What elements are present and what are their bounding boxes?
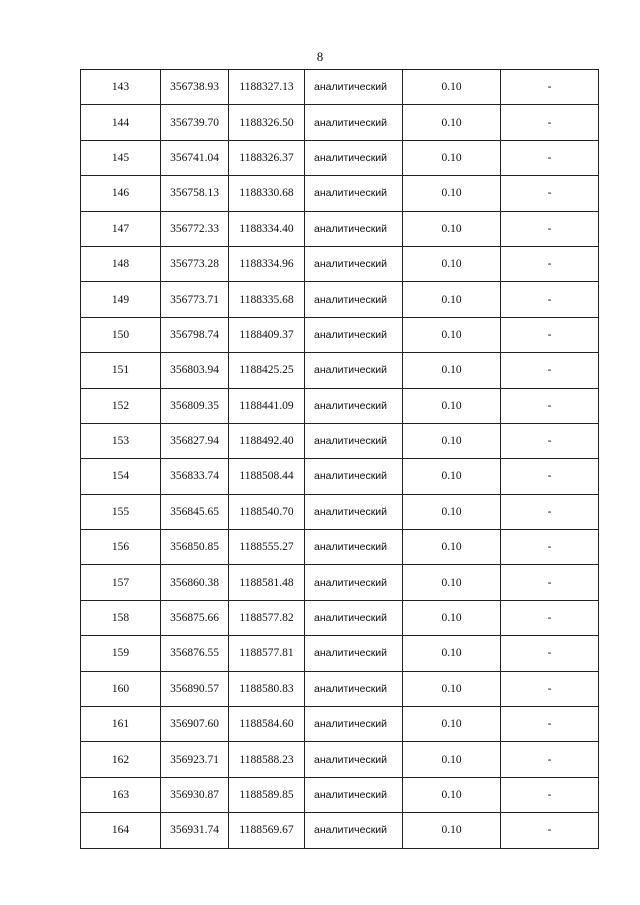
y-coordinate-cell: 1188581.48 xyxy=(229,565,305,600)
y-coordinate-cell: 1188409.37 xyxy=(229,317,305,352)
method-cell: аналитический xyxy=(305,530,403,565)
x-coordinate-cell: 356772.33 xyxy=(161,211,229,246)
note-cell: - xyxy=(501,707,599,742)
table-row xyxy=(81,70,599,105)
accuracy-cell: 0.10 xyxy=(403,423,501,458)
point-number-cell: 160 xyxy=(81,671,161,706)
x-coordinate-cell: 356827.94 xyxy=(161,423,229,458)
point-number-cell: 153 xyxy=(81,423,161,458)
x-coordinate-cell: 356923.71 xyxy=(161,742,229,777)
y-coordinate-cell: 1188335.68 xyxy=(229,282,305,317)
accuracy-cell: 0.10 xyxy=(403,777,501,812)
note-cell: - xyxy=(501,636,599,671)
method-cell: аналитический xyxy=(305,813,403,848)
method-cell: аналитический xyxy=(305,600,403,635)
x-coordinate-cell: 356798.74 xyxy=(161,317,229,352)
point-number-cell: 147 xyxy=(81,211,161,246)
y-coordinate-cell: 1188334.40 xyxy=(229,211,305,246)
point-number-cell: 154 xyxy=(81,459,161,494)
point-number-cell: 150 xyxy=(81,317,161,352)
y-coordinate-cell: 1188330.68 xyxy=(229,176,305,211)
method-cell: аналитический xyxy=(305,423,403,458)
table-row xyxy=(81,176,599,211)
x-coordinate-cell: 356890.57 xyxy=(161,671,229,706)
point-number-cell: 164 xyxy=(81,813,161,848)
coordinates-table-body xyxy=(81,70,599,849)
x-coordinate-cell: 356860.38 xyxy=(161,565,229,600)
y-coordinate-cell: 1188589.85 xyxy=(229,777,305,812)
method-cell: аналитический xyxy=(305,176,403,211)
x-coordinate-cell: 356845.65 xyxy=(161,494,229,529)
x-coordinate-cell: 356875.66 xyxy=(161,600,229,635)
table-row xyxy=(81,671,599,706)
y-coordinate-cell: 1188508.44 xyxy=(229,459,305,494)
table-row xyxy=(81,459,599,494)
page-number: 8 xyxy=(316,49,324,64)
accuracy-cell: 0.10 xyxy=(403,494,501,529)
point-number-cell: 163 xyxy=(81,777,161,812)
note-cell: - xyxy=(501,459,599,494)
x-coordinate-cell: 356809.35 xyxy=(161,388,229,423)
method-cell: аналитический xyxy=(305,317,403,352)
point-number-cell: 161 xyxy=(81,707,161,742)
accuracy-cell: 0.10 xyxy=(403,600,501,635)
y-coordinate-cell: 1188326.37 xyxy=(229,140,305,175)
method-cell: аналитический xyxy=(305,494,403,529)
y-coordinate-cell: 1188540.70 xyxy=(229,494,305,529)
table-row xyxy=(81,211,599,246)
point-number-cell: 152 xyxy=(81,388,161,423)
note-cell: - xyxy=(501,530,599,565)
accuracy-cell: 0.10 xyxy=(403,388,501,423)
accuracy-cell: 0.10 xyxy=(403,140,501,175)
y-coordinate-cell: 1188326.50 xyxy=(229,105,305,140)
accuracy-cell: 0.10 xyxy=(403,105,501,140)
point-number-cell: 145 xyxy=(81,140,161,175)
table-row xyxy=(81,565,599,600)
table-row xyxy=(81,282,599,317)
y-coordinate-cell: 1188555.27 xyxy=(229,530,305,565)
table-row xyxy=(81,353,599,388)
accuracy-cell: 0.10 xyxy=(403,636,501,671)
accuracy-cell: 0.10 xyxy=(403,353,501,388)
y-coordinate-cell: 1188580.83 xyxy=(229,671,305,706)
method-cell: аналитический xyxy=(305,459,403,494)
method-cell: аналитический xyxy=(305,353,403,388)
x-coordinate-cell: 356739.70 xyxy=(161,105,229,140)
table-row xyxy=(81,317,599,352)
point-number-cell: 157 xyxy=(81,565,161,600)
x-coordinate-cell: 356930.87 xyxy=(161,777,229,812)
coordinates-table xyxy=(80,69,599,849)
table-row xyxy=(81,742,599,777)
method-cell: аналитический xyxy=(305,742,403,777)
note-cell: - xyxy=(501,742,599,777)
y-coordinate-cell: 1188492.40 xyxy=(229,423,305,458)
method-cell: аналитический xyxy=(305,140,403,175)
table-row xyxy=(81,388,599,423)
point-number-cell: 158 xyxy=(81,600,161,635)
accuracy-cell: 0.10 xyxy=(403,707,501,742)
y-coordinate-cell: 1188577.82 xyxy=(229,600,305,635)
table-row xyxy=(81,423,599,458)
accuracy-cell: 0.10 xyxy=(403,813,501,848)
note-cell: - xyxy=(501,282,599,317)
point-number-cell: 146 xyxy=(81,176,161,211)
method-cell: аналитический xyxy=(305,707,403,742)
method-cell: аналитический xyxy=(305,565,403,600)
note-cell: - xyxy=(501,423,599,458)
accuracy-cell: 0.10 xyxy=(403,282,501,317)
y-coordinate-cell: 1188569.67 xyxy=(229,813,305,848)
y-coordinate-cell: 1188441.09 xyxy=(229,388,305,423)
note-cell: - xyxy=(501,70,599,105)
y-coordinate-cell: 1188425.25 xyxy=(229,353,305,388)
x-coordinate-cell: 356773.28 xyxy=(161,246,229,281)
note-cell: - xyxy=(501,176,599,211)
point-number-cell: 156 xyxy=(81,530,161,565)
point-number-cell: 144 xyxy=(81,105,161,140)
point-number-cell: 159 xyxy=(81,636,161,671)
table-row xyxy=(81,494,599,529)
note-cell: - xyxy=(501,317,599,352)
table-row xyxy=(81,105,599,140)
y-coordinate-cell: 1188588.23 xyxy=(229,742,305,777)
x-coordinate-cell: 356931.74 xyxy=(161,813,229,848)
point-number-cell: 151 xyxy=(81,353,161,388)
table-row xyxy=(81,707,599,742)
y-coordinate-cell: 1188584.60 xyxy=(229,707,305,742)
table-row xyxy=(81,246,599,281)
x-coordinate-cell: 356758.13 xyxy=(161,176,229,211)
table-row xyxy=(81,813,599,848)
point-number-cell: 162 xyxy=(81,742,161,777)
method-cell: аналитический xyxy=(305,105,403,140)
y-coordinate-cell: 1188327.13 xyxy=(229,70,305,105)
x-coordinate-cell: 356803.94 xyxy=(161,353,229,388)
method-cell: аналитический xyxy=(305,777,403,812)
method-cell: аналитический xyxy=(305,282,403,317)
y-coordinate-cell: 1188577.81 xyxy=(229,636,305,671)
note-cell: - xyxy=(501,211,599,246)
method-cell: аналитический xyxy=(305,211,403,246)
accuracy-cell: 0.10 xyxy=(403,246,501,281)
method-cell: аналитический xyxy=(305,246,403,281)
x-coordinate-cell: 356773.71 xyxy=(161,282,229,317)
note-cell: - xyxy=(501,105,599,140)
point-number-cell: 148 xyxy=(81,246,161,281)
note-cell: - xyxy=(501,600,599,635)
x-coordinate-cell: 356741.04 xyxy=(161,140,229,175)
accuracy-cell: 0.10 xyxy=(403,317,501,352)
note-cell: - xyxy=(501,777,599,812)
method-cell: аналитический xyxy=(305,388,403,423)
x-coordinate-cell: 356738.93 xyxy=(161,70,229,105)
x-coordinate-cell: 356850.85 xyxy=(161,530,229,565)
table-row xyxy=(81,600,599,635)
y-coordinate-cell: 1188334.96 xyxy=(229,246,305,281)
accuracy-cell: 0.10 xyxy=(403,742,501,777)
note-cell: - xyxy=(501,353,599,388)
note-cell: - xyxy=(501,565,599,600)
accuracy-cell: 0.10 xyxy=(403,671,501,706)
method-cell: аналитический xyxy=(305,70,403,105)
point-number-cell: 143 xyxy=(81,70,161,105)
table-row xyxy=(81,636,599,671)
point-number-cell: 155 xyxy=(81,494,161,529)
note-cell: - xyxy=(501,813,599,848)
note-cell: - xyxy=(501,494,599,529)
accuracy-cell: 0.10 xyxy=(403,530,501,565)
x-coordinate-cell: 356907.60 xyxy=(161,707,229,742)
table-row xyxy=(81,777,599,812)
note-cell: - xyxy=(501,140,599,175)
x-coordinate-cell: 356876.55 xyxy=(161,636,229,671)
accuracy-cell: 0.10 xyxy=(403,211,501,246)
method-cell: аналитический xyxy=(305,636,403,671)
accuracy-cell: 0.10 xyxy=(403,459,501,494)
note-cell: - xyxy=(501,388,599,423)
table-row xyxy=(81,140,599,175)
table-row xyxy=(81,530,599,565)
accuracy-cell: 0.10 xyxy=(403,176,501,211)
point-number-cell: 149 xyxy=(81,282,161,317)
accuracy-cell: 0.10 xyxy=(403,70,501,105)
note-cell: - xyxy=(501,671,599,706)
method-cell: аналитический xyxy=(305,671,403,706)
accuracy-cell: 0.10 xyxy=(403,565,501,600)
x-coordinate-cell: 356833.74 xyxy=(161,459,229,494)
note-cell: - xyxy=(501,246,599,281)
